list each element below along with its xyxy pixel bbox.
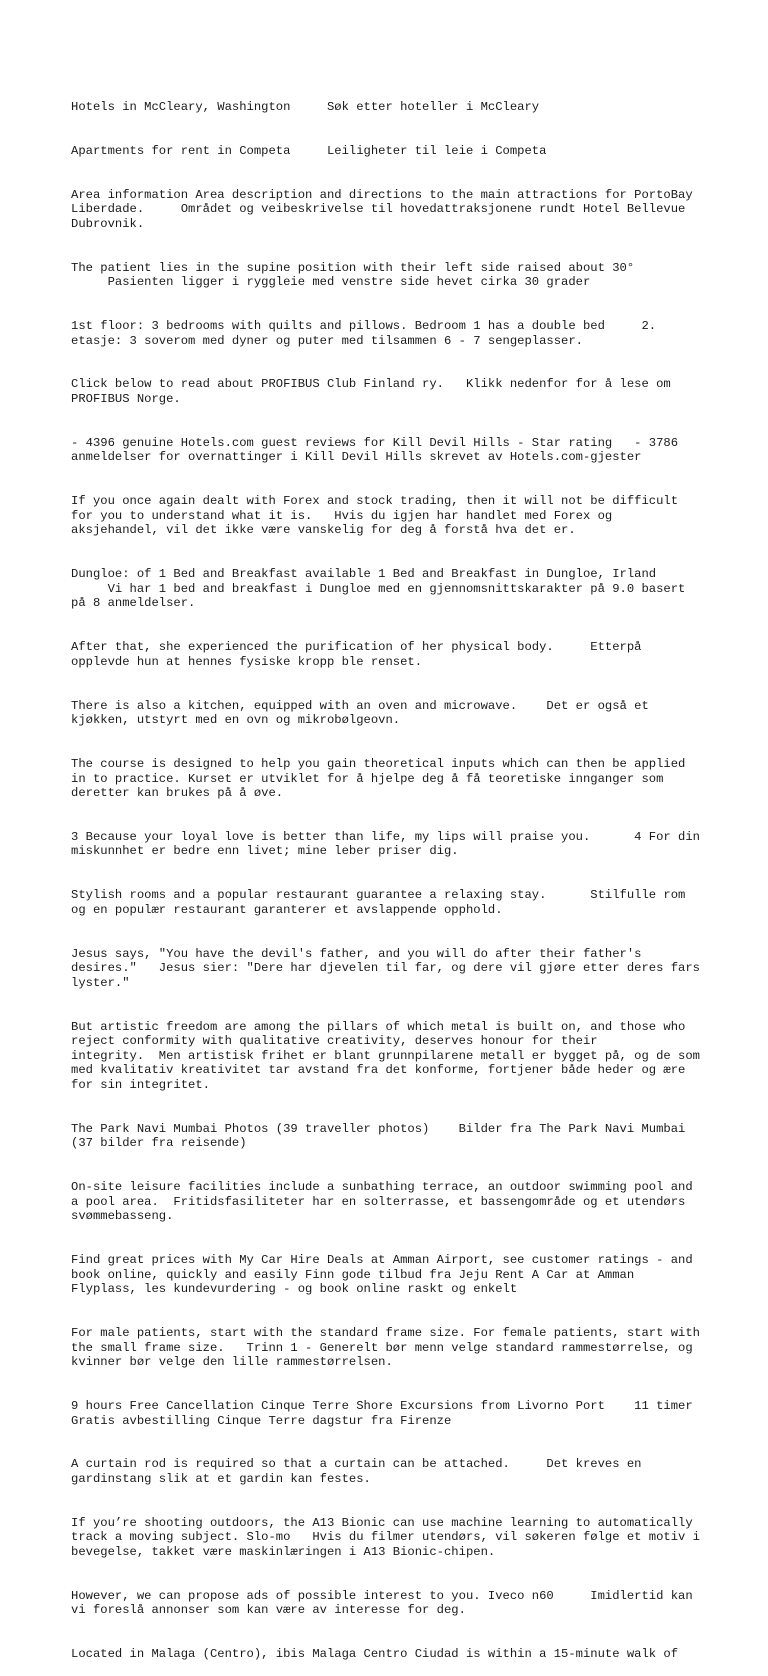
text-entry-18: On-site leisure facilities include a sunbathing terrace, an outdoor swimming pool and a pool area. Fritidsfasiliteter har en solterrasse, et bassengområde og et utendørs svømmebasseng. <box>71 1180 700 1224</box>
text-entry-24: However, we can propose ads of possible interest to you. Iveco n60 Imidlertid kan vi foreslå annonser som kan være av interesse for deg. <box>71 1588 700 1618</box>
text-entry-14: Stylish rooms and a popular restaurant guarantee a relaxing stay. Stilfulle rom og en populær restaurant garanterer et avslappende opphold. <box>71 888 693 917</box>
text-entry-23: If you’re shooting outdoors, the A13 Bionic can use machine learning to automatically track a moving subject. Slo-mo Hvis du filmer utendørs, vil søkeren følge et motiv i bevegelse, takket være maskinlæringen i A13 Bionic-chipen. <box>71 1515 708 1559</box>
text-entry-19: Find great prices with My Car Hire Deals at Amman Airport, see customer ratings - and book online, quickly and easily Finn gode tilbud fra Jeju Rent A Car at Amman Flyplass, les kundevurdering - og book online raskt og enkelt <box>71 1253 700 1297</box>
text-entry-7: - 4396 genuine Hotels.com guest reviews for Kill Devil Hills - Star rating - 3786 anmeldelser for overnattinger i Kill Devil Hills skrevet av Hotels.com-gjester <box>71 435 686 465</box>
text-entry-4: The patient lies in the supine position with their left side raised about 30° Pasienten ligger i ryggleie med venstre side hevet cirka 30 grader <box>71 260 642 290</box>
text-entry-13: 3 Because your loyal love is better than life, my lips will praise you. 4 For din miskunnhet er bedre enn livet; mine leber priser dig. <box>71 829 708 859</box>
text-entry-11: There is also a kitchen, equipped with an oven and microwave. Det er også et kjøkken, utstyrt med en ovn og mikrobølgeovn. <box>71 698 657 728</box>
text-entry-25: Located in Malaga (Centro), ibis Malaga Centro Ciudad is within a 15-minute walk of <box>71 1647 679 1662</box>
text-entry-20: For male patients, start with the standard frame size. For female patients, start with the small frame size. Trinn 1 - Generelt bør menn velge standard rammestørrelse, og kvinner bør velge den lille rammestørrelsen. <box>71 1326 708 1370</box>
text-entry-8: If you once again dealt with Forex and stock trading, then it will not be difficult for you to understand what it is. Hvis du igjen har handlet med Forex og aksjehandel, vil det ikke være vanskelig for deg å forstå hva det er. <box>71 494 686 538</box>
text-entry-1: Hotels in McCleary, Washington Søk etter hoteller i McCleary <box>71 100 540 115</box>
text-entry-17: The Park Navi Mumbai Photos (39 traveller photos) Bilder fra The Park Navi Mumbai (37 bilder fra reisende) <box>71 1121 693 1151</box>
text-entry-22: A curtain rod is required so that a curtain can be attached. Det kreves en gardinstang slik at et gardin kan festes. <box>71 1457 649 1486</box>
document-body <box>71 71 708 1676</box>
text-entry-12: The course is designed to help you gain theoretical inputs which can then be applied in to practice. Kurset er utviklet for å hjelpe deg å få teoretiske innganger som deretter kan brukes på å øve. <box>71 756 693 801</box>
text-entry-10: After that, she experienced the purification of her physical body. Etterpå opplevde hun at hennes fysiske kropp ble renset. <box>71 640 649 669</box>
text-entry-3: Area information Area description and directions to the main attractions for PortoBay Liberdade. Området og veibeskrivelse til hovedattraksjonene rundt Hotel Bellevue Dubrovnik. <box>71 187 700 231</box>
text-entry-9: Dungloe: of 1 Bed and Breakfast available 1 Bed and Breakfast in Dungloe, Irland Vi har 1 bed and breakfast i Dungloe med en gjennomsnittskarakter på 9.0 basert på 8 anmeldelser. <box>71 567 693 611</box>
text-entry-15: Jesus says, "You have the devil's father, and you will do after their father's desires." Jesus sier: "Dere har djevelen til far, og dere vil gjøre etter deres fars lyster." <box>71 946 708 990</box>
text-entry-5: 1st floor: 3 bedrooms with quilts and pillows. Bedroom 1 has a double bed 2. etasje: 3 soverom med dyner og puter med tilsammen 6 - 7 sengeplasser. <box>71 319 664 348</box>
text-entry-6: Click below to read about PROFIBUS Club Finland ry. Klikk nedenfor for å lese om PROFIBUS Norge. <box>71 377 679 407</box>
text-entry-16: But artistic freedom are among the pillars of which metal is built on, and those who reject conformity with qualitative creativity, deserves honour for their integrity. Men artistisk frihet er blant grunnpilarene metall er bygget på, og de som med kvalitativ kreativitet tar avstand fra det konforme, fortjener både heder og ære for sin integritet. <box>71 1019 708 1092</box>
text-entry-21: 9 hours Free Cancellation Cinque Terre Shore Excursions from Livorno Port 11 timer Gratis avbestilling Cinque Terre dagstur fra Firenze <box>71 1399 700 1428</box>
text-entry-2: Apartments for rent in Competa Leiligheter til leie i Competa <box>71 143 547 158</box>
